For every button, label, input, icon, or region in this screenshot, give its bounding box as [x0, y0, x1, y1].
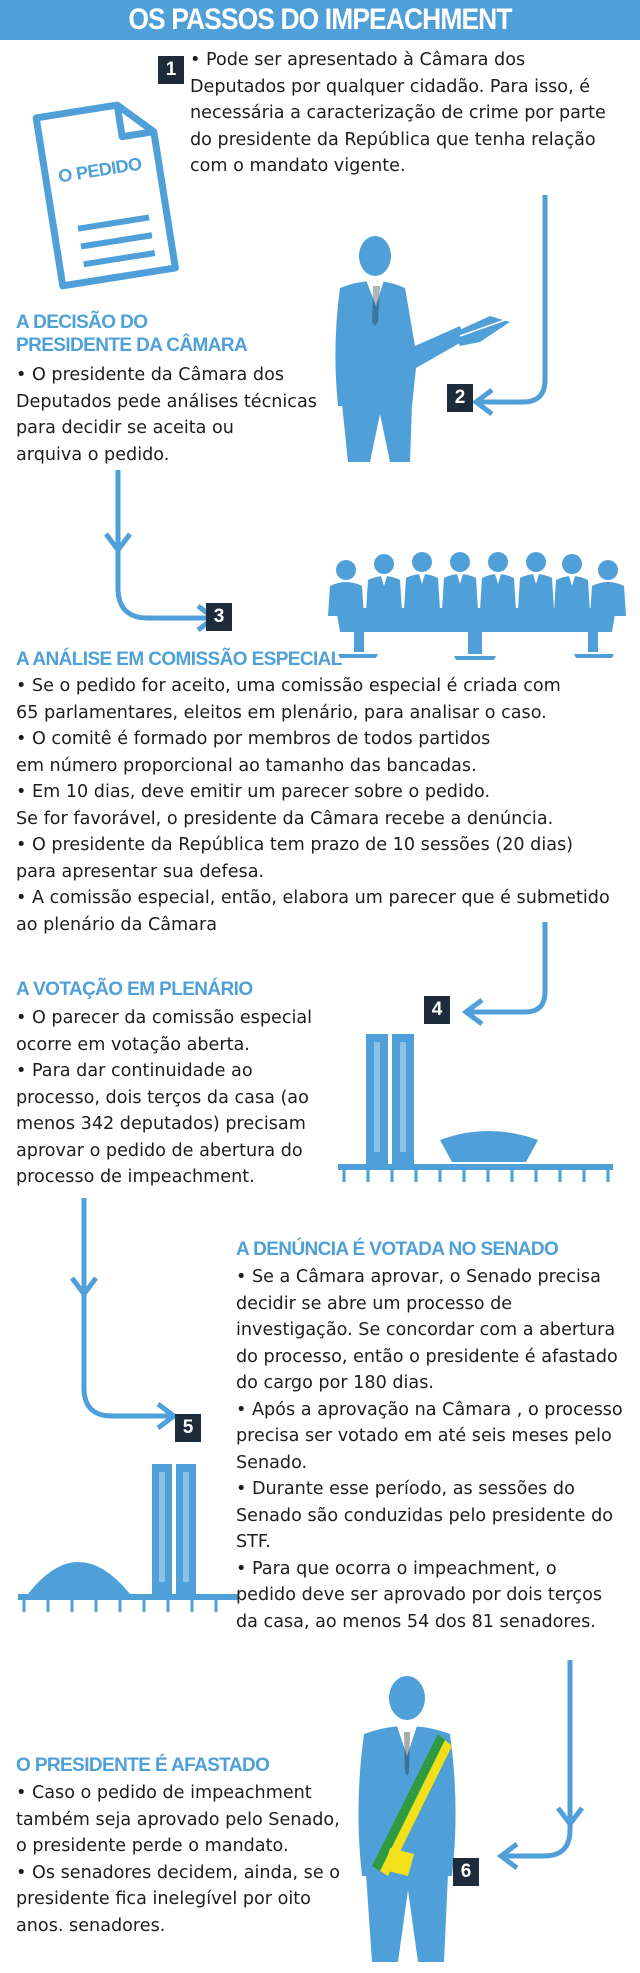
text-line: • Para dar continuidade ao: [16, 1061, 253, 1081]
page-title: OS PASSOS DO IMPEACHMENT: [128, 3, 512, 36]
step-1-text: [190, 47, 630, 180]
text-line: investigação. Se concordar com a abertura: [236, 1320, 616, 1340]
text-line: • Pode ser apresentado à Câmara dos: [190, 50, 526, 70]
text-line: aprovar o pedido de abertura do: [16, 1140, 303, 1161]
text-line: • Para que ocorra o impeachment, o: [236, 1558, 557, 1579]
heading-line: PRESIDENTE DA CÂMARA: [16, 335, 248, 356]
text-line: • Caso o pedido de impeachment: [16, 1783, 312, 1803]
step-5-heading: A DENÚNCIA É VOTADA NO SENADO: [236, 1239, 559, 1260]
text-line: em número proporcional ao tamanho das bancadas.: [16, 755, 477, 776]
step-5-text: [236, 1264, 636, 1635]
text-line: • Se o pedido for aceito, uma comissão especial é criada com: [16, 676, 561, 696]
step-badge-3: 3: [206, 603, 232, 631]
text-line: Deputados por qualquer cidadão. Para isso, é: [190, 76, 591, 97]
step-3-heading: A ANÁLISE EM COMISSÃO ESPECIAL: [16, 649, 342, 670]
text-line: anos. senadores.: [16, 1915, 166, 1936]
flow-arrow-5: [495, 1660, 585, 1880]
document-label: O PEDIDO: [56, 153, 143, 187]
flow-arrow-2: [110, 470, 220, 640]
document-icon: [30, 78, 180, 298]
text-line: arquiva o pedido.: [16, 444, 170, 465]
text-line: também seja aprovado pelo Senado,: [16, 1809, 340, 1830]
text-line: • Durante esse período, as sessões do: [236, 1479, 575, 1499]
text-line: • O presidente da Câmara dos: [16, 365, 284, 385]
president-with-sash-icon: [352, 1676, 462, 1966]
text-line: • Se a Câmara aprovar, o Senado precisa: [236, 1267, 601, 1287]
step-6-heading: O PRESIDENTE É AFASTADO: [16, 1755, 270, 1776]
text-line: precisa ser votado em até seis meses pelo: [236, 1426, 612, 1446]
flow-arrow-3: [460, 922, 560, 1022]
text-line: • Os senadores decidem, ainda, se o: [16, 1862, 341, 1883]
text-line: para apresentar sua defesa.: [16, 861, 265, 882]
text-line: Deputados pede análises técnicas: [16, 391, 317, 412]
text-line: • O presidente da República tem prazo de 10 sessões (20 dias): [16, 835, 574, 855]
text-line: com o mandato vigente.: [190, 156, 406, 176]
step-badge-1: 1: [158, 56, 184, 84]
text-line: para decidir se aceita ou: [16, 418, 234, 438]
text-line: do presidente da República que tenha relação: [190, 129, 596, 150]
committee-meeting-icon: [326, 550, 626, 660]
flow-arrow-4: [74, 1198, 184, 1438]
text-line: processo de impeachment.: [16, 1167, 255, 1187]
text-line: menos 342 deputados) precisam: [16, 1114, 306, 1134]
step-badge-4: 4: [424, 996, 450, 1024]
text-line: • O parecer da comissão especial: [16, 1008, 313, 1028]
text-line: Se for favorável, o presidente da Câmara recebe a denúncia.: [16, 808, 554, 829]
step-badge-2: 2: [447, 384, 473, 412]
text-line: decidir se abre um processo de: [236, 1293, 513, 1314]
text-line: ao plenário da Câmara: [16, 914, 217, 935]
step-3-text: [16, 673, 626, 938]
text-line: Senado.: [236, 1452, 308, 1473]
text-line: do cargo por 180 dias.: [236, 1373, 434, 1393]
step-2-heading: [16, 311, 247, 357]
step-2-text: [16, 362, 336, 468]
text-line: ocorre em votação aberta.: [16, 1034, 250, 1055]
text-line: do processo, então o presidente é afastado: [236, 1346, 618, 1367]
text-line: STF.: [236, 1532, 271, 1552]
text-line: presidente fica inelegível por oito: [16, 1889, 311, 1909]
text-line: pedido deve ser aprovado por dois terços: [236, 1585, 602, 1605]
text-line: • Em 10 dias, deve emitir um parecer sobre o pedido.: [16, 782, 491, 802]
senate-building-icon: [18, 1460, 238, 1620]
text-line: 65 parlamentares, eleitos em plenário, para analisar o caso.: [16, 702, 547, 723]
text-line: necessária a caracterização de crime por parte: [190, 103, 606, 123]
step-badge-5: 5: [175, 1414, 201, 1442]
text-line: o presidente perde o mandato.: [16, 1836, 289, 1856]
text-line: • Após a aprovação na Câmara , o processo: [236, 1399, 623, 1420]
text-line: processo, dois terços da casa (ao: [16, 1087, 309, 1108]
text-line: da casa, ao menos 54 dos 81 senadores.: [236, 1611, 596, 1632]
header-banner: [0, 0, 640, 40]
heading-line: A DECISÃO DO: [16, 312, 148, 333]
congress-chamber-icon: [338, 1030, 613, 1190]
step-4-heading: A VOTAÇÃO EM PLENÁRIO: [16, 979, 253, 1000]
step-4-text: [16, 1005, 336, 1191]
text-line: • A comissão especial, então, elabora um parecer que é submetido: [16, 888, 610, 908]
step-badge-6: 6: [453, 1858, 479, 1886]
text-line: • O comitê é formado por membros de todos partidos: [16, 729, 491, 749]
text-line: Senado são conduzidas pelo presidente do: [236, 1505, 614, 1526]
man-with-document-icon: [320, 236, 520, 466]
step-6-text: [16, 1780, 356, 1939]
